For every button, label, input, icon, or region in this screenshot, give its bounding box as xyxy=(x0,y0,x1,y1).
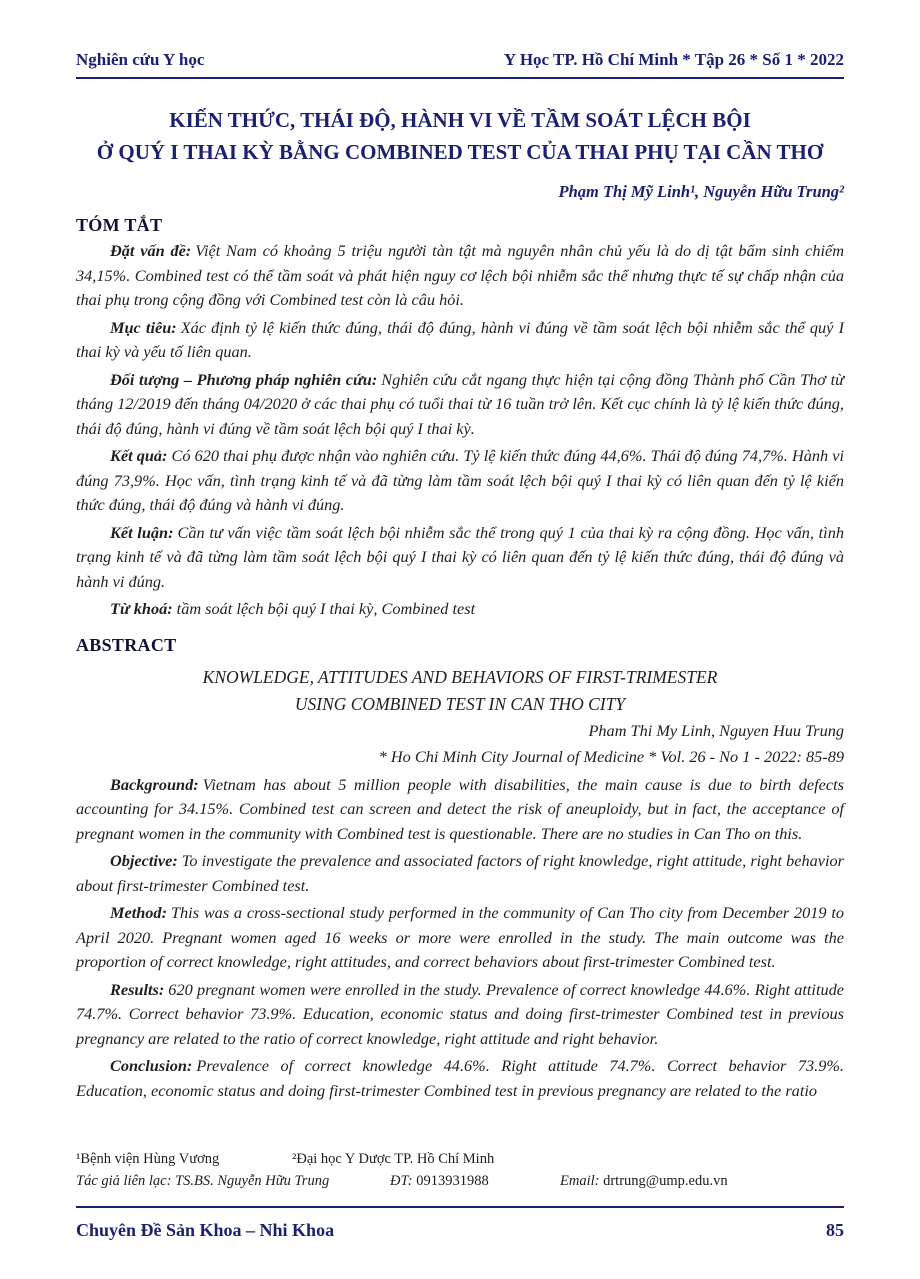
para-method xyxy=(76,901,844,975)
contact-phone xyxy=(390,1170,560,1192)
paragraph-text: Việt Nam có khoảng 5 triệu người tàn tật mà nguyên nhân chủ yếu là do dị tật bẩm sinh chiếm 34,15%. Combined test có thể tầm soát và phát hiện nguy cơ lệch bội nhiễm sắc thể nhưng thực tế sự chấp nhận của thai phụ trong cộng đồng với Combined test còn là câu hỏi. xyxy=(76,241,844,309)
phone-number: 0913931988 xyxy=(416,1173,489,1189)
paragraph-label: Mục tiêu: xyxy=(110,317,177,337)
para-tu-khoa xyxy=(76,597,844,622)
para-ket-qua xyxy=(76,444,844,518)
page-bottom xyxy=(76,1142,844,1241)
paragraph-label: Background: xyxy=(110,774,199,794)
paragraph-text: tầm soát lệch bội quý I thai kỳ, Combined test xyxy=(176,599,476,618)
affiliation-2: ²Đại học Y Dược TP. Hồ Chí Minh xyxy=(292,1151,495,1167)
paragraph-text: Prevalence of correct knowledge 44.6%. Right attitude 74.7%. Correct behavior 73.9%. Education, economic status and doing first-trimester Combined test in previous pregnancy are related to the ratio xyxy=(76,1056,844,1100)
article-title-en-line2: USING COMBINED TEST IN CAN THO CITY xyxy=(294,693,626,714)
paragraph-text: Có 620 thai phụ được nhận vào nghiên cứu. Tỷ lệ kiến thức đúng 44,6%. Thái độ đúng 74,7%. Hành vi đúng 73,9%. Học vấn, tình trạng kinh tế và đã từng làm tầm soát lệch bội quý I thai kỳ có liên quan đến tỷ lệ kiến thức đúng, thái độ đúng và hành vi đúng. xyxy=(76,446,844,514)
paragraph-text: Cần tư vấn việc tầm soát lệch bội nhiễm sắc thể trong quý 1 của thai kỳ ra cộng đồng. Học vấn, tình trạng kinh tế và đã từng làm tầm soát lệch bội quý I thai kỳ có liên quan đến tỷ lệ kiến thức đúng, thái độ đúng và hành vi đúng. xyxy=(76,522,844,591)
paragraph-text: Vietnam has about 5 million people with disabilities, the main cause is due to birth defects accounting for 34.15%. Combined test can screen and detect the risk of aneuploidy, but in fact, the acceptance of pregnant women in the community with Combined test is questionable. There are no studies in Can Tho on this. xyxy=(76,774,844,843)
phone-label: ĐT: xyxy=(390,1173,413,1189)
para-ket-luan xyxy=(76,521,844,595)
paragraph-label: Kết quả: xyxy=(110,446,168,465)
paragraph-label: Results: xyxy=(110,979,165,999)
paragraph-text: This was a cross-sectional study performed in the community of Can Tho city from December 2019 to April 2020. Pregnant women aged 16 weeks or more were enrolled in the study. The main outcome was the proportion of correct knowledge, right attitudes, and correct behaviors about first-trimester Combined test. xyxy=(76,903,844,971)
article-title-line1: KIẾN THỨC, THÁI ĐỘ, HÀNH VI VỀ TẦM SOÁT LỆCH BỘI xyxy=(169,108,751,132)
affiliations-line xyxy=(76,1148,844,1170)
paragraph-label: Method: xyxy=(110,903,167,922)
paragraph-label: Đối tượng – Phương pháp nghiên cứu: xyxy=(110,369,378,389)
article-title-vi xyxy=(76,105,844,168)
footer-section-title: Chuyên Đề Sản Khoa – Nhi Khoa xyxy=(76,1220,335,1240)
header-journal-citation: Y Học TP. Hồ Chí Minh * Tập 26 * Số 1 * 2022 xyxy=(503,50,844,69)
abstract-heading: ABSTRACT xyxy=(76,634,177,655)
page-header xyxy=(76,50,844,79)
paragraph-text: To investigate the prevalence and associated factors of right knowledge, right attitude, right behavior about first-trimester Combined test. xyxy=(76,851,844,895)
para-doi-tuong-phuong-phap xyxy=(76,368,844,442)
email-address: drtrung@ump.edu.vn xyxy=(603,1173,728,1189)
authors-en: Pham Thi My Linh, Nguyen Huu Trung xyxy=(588,720,844,740)
page-number: 85 xyxy=(826,1220,844,1240)
paragraph-text: Nghiên cứu cắt ngang thực hiện tại cộng đồng Thành phố Cần Thơ từ tháng 12/2019 đến tháng 04/2020 ở các thai phụ có tuổi thai từ 16 tuần trở lên. Kết cục chính là tỷ lệ kiến thức đúng, thái độ đúng, hành vi đúng về tầm soát lệch bội quý I thai kỳ. xyxy=(76,369,844,438)
para-results xyxy=(76,978,844,1052)
para-dat-van-de xyxy=(76,239,844,313)
contact-name: TS.BS. Nguyễn Hữu Trung xyxy=(175,1173,330,1189)
paragraph-text: 620 pregnant women were enrolled in the study. Prevalence of correct knowledge 44.6%. Right attitude 74.7%. Correct behavior 73.9%. Education, economic status and doing first-trimester Combined test in previous pregnancy are related to the ratio of correct knowledge, right attitude and right behavior. xyxy=(76,979,844,1048)
tomtat-heading: TÓM TẮT xyxy=(76,215,163,235)
article-title-en xyxy=(76,664,844,718)
corresponding-author-line xyxy=(76,1170,844,1192)
paragraph-label: Conclusion: xyxy=(110,1056,193,1075)
authors-vi: Phạm Thị Mỹ Linh¹, Nguyễn Hữu Trung² xyxy=(558,182,844,201)
affiliation-1: ¹Bệnh viện Hùng Vương xyxy=(76,1151,220,1167)
para-conclusion xyxy=(76,1054,844,1103)
corresponding-author xyxy=(76,1170,390,1192)
journal-reference: * Ho Chi Minh City Journal of Medicine * Vol. 26 - No 1 - 2022: 85-89 xyxy=(378,746,844,766)
page-footer xyxy=(76,1206,844,1241)
contact-label: Tác giả liên lạc: xyxy=(76,1173,172,1189)
paragraph-label: Đặt vấn đề: xyxy=(110,241,192,260)
article-title-en-line1: KNOWLEDGE, ATTITUDES AND BEHAVIORS OF FIRST-TRIMESTER xyxy=(202,666,718,687)
paragraph-label: Từ khoá: xyxy=(110,599,173,618)
paragraph-label: Objective: xyxy=(110,851,178,870)
paragraph-text: Xác định tỷ lệ kiến thức đúng, thái độ đúng, hành vi đúng về tầm soát lệch bội nhiễm sắc thể quý I thai kỳ và yếu tố liên quan. xyxy=(76,317,844,361)
para-background xyxy=(76,773,844,847)
article-title-line2: Ở QUÝ I THAI KỲ BẰNG COMBINED TEST CỦA THAI PHỤ TẠI CẦN THƠ xyxy=(96,139,824,164)
contact-email xyxy=(560,1170,728,1192)
paragraph-label: Kết luận: xyxy=(110,522,174,542)
header-section-label: Nghiên cứu Y học xyxy=(76,50,205,69)
para-objective xyxy=(76,849,844,898)
email-label: Email: xyxy=(560,1173,600,1189)
para-muc-tieu xyxy=(76,316,844,365)
footnotes xyxy=(76,1142,844,1192)
